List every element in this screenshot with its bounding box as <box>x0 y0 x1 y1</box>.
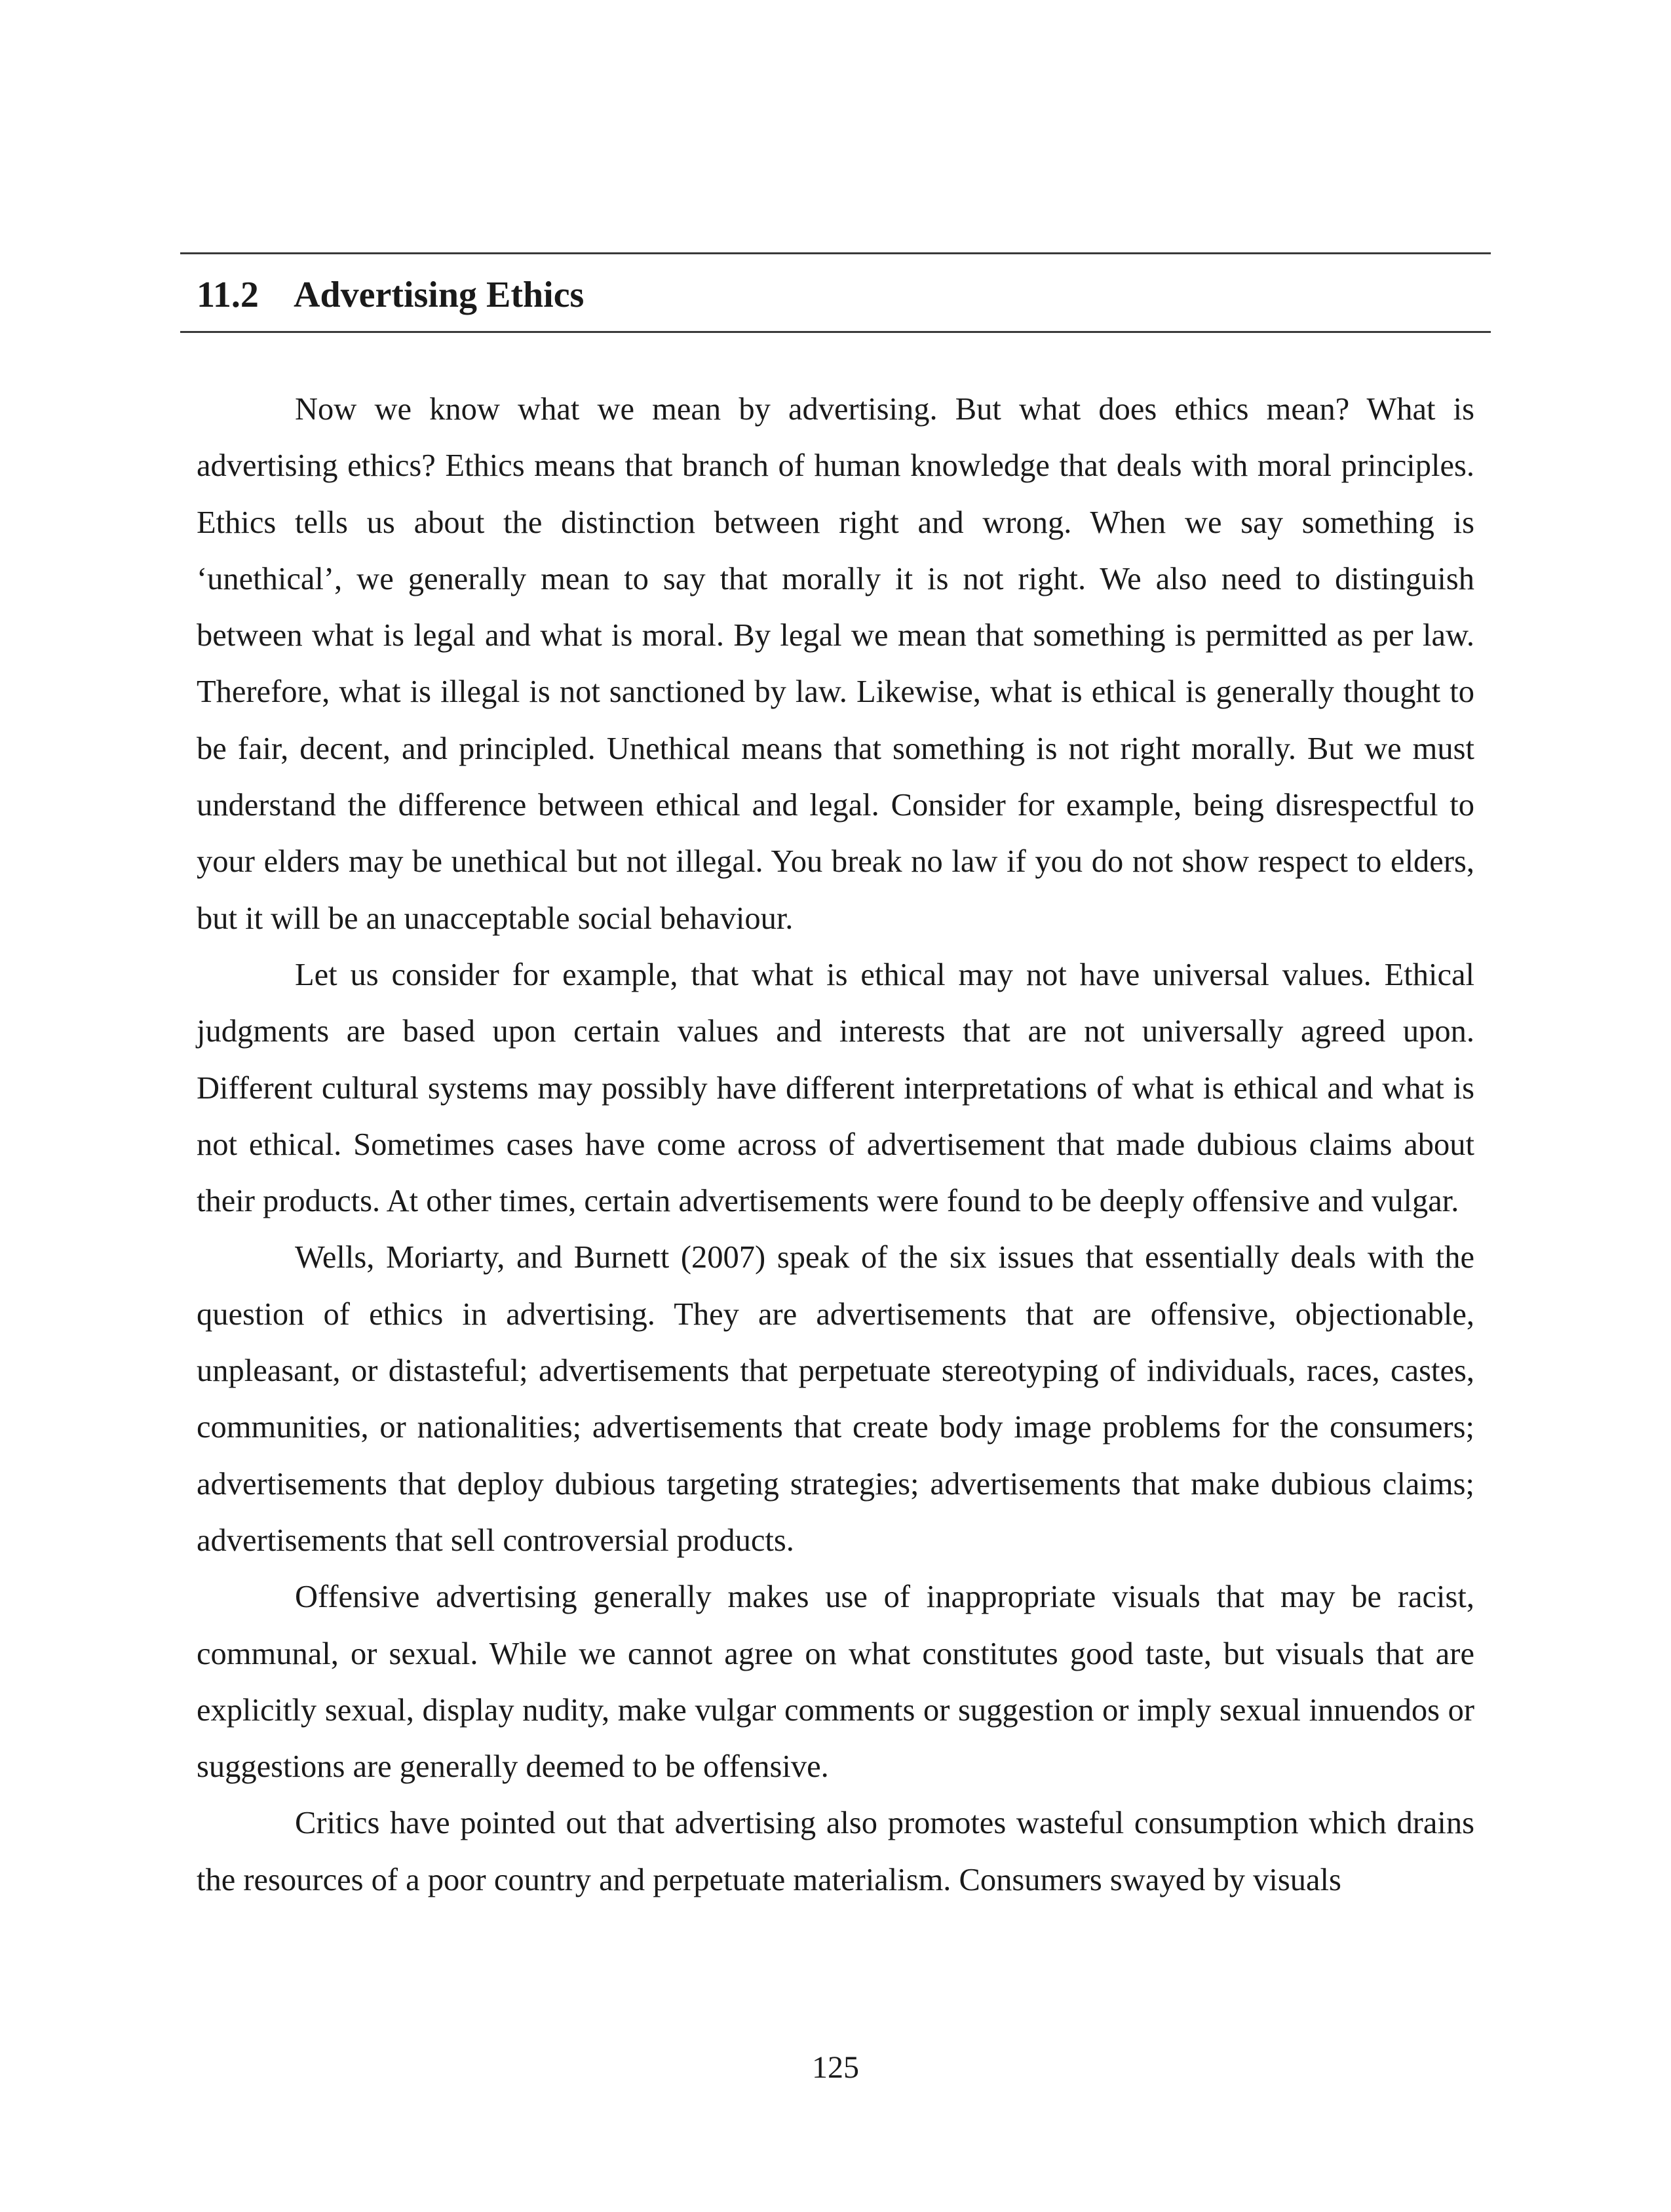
paragraph-wasteful-consumption: Critics have pointed out that advertising also promotes wasteful consumption which drains the resources of a poor country and perpetuate materialism. Consumers swayed by visuals <box>197 1806 1474 1897</box>
paragraph-ethics-definition: Now we know what we mean by advertising. But what does ethics mean? What is advertising ethics? Ethics means that branch of human knowledge that deals with moral principles. Ethics tells us about the distinction between right and wrong. When we say something is ‘unethical’, we generally mean to say that morally it is not right. We also need to distinguish between what is legal and what is moral. By legal we mean that something is permitted as per law. Therefore, what is illegal is not sanctioned by law. Likewise, what is ethical is generally thought to be fair, decent, and principled. Unethical means that something is not right morally. But we must understand the difference between ethical and legal. Consider for example, being disrespectful to your elders may be unethical but not illegal. You break no law if you do not show respect to elders, but it will be an unacceptable social behaviour. <box>197 392 1474 936</box>
paragraph-universal-values: Let us consider for example, that what is ethical may not have universal values. Ethical judgments are based upon certain values and interests that are not universally agreed upon. Different cultural systems may possibly have different interpretations of what is ethical and what is not ethical. Sometimes cases have come across of advertisement that made dubious claims about their products. At other times, certain advertisements were found to be deeply offensive and vulgar. <box>197 957 1474 1219</box>
body-text <box>197 381 1474 1909</box>
section-heading <box>197 269 584 321</box>
page-number: 125 <box>812 2050 859 2085</box>
section-title: Advertising Ethics <box>294 275 585 315</box>
section-number: 11.2 <box>197 275 259 315</box>
paragraph-offensive-advertising: Offensive advertising generally makes use of inappropriate visuals that may be racist, communal, or sexual. While we cannot agree on what constitutes good taste, but visuals that are explicitly sexual, display nudity, make vulgar comments or suggestion or imply sexual innuendos or suggestions are generally deemed to be offensive. <box>197 1580 1474 1785</box>
paragraph-six-issues: Wells, Moriarty, and Burnett (2007) speak of the six issues that essentially deals with the question of ethics in advertising. They are advertisements that are offensive, objectionable, unpleasant, or distasteful; advertisements that perpetuate stereotyping of individuals, races, castes, communities, or nationalities; advertisements that create body image problems for the consumers; advertisements that deploy dubious targeting strategies; advertisements that make dubious claims; advertisements that sell controversial products. <box>197 1240 1474 1558</box>
heading-bottom-rule <box>180 331 1491 333</box>
heading-top-rule <box>180 252 1491 254</box>
